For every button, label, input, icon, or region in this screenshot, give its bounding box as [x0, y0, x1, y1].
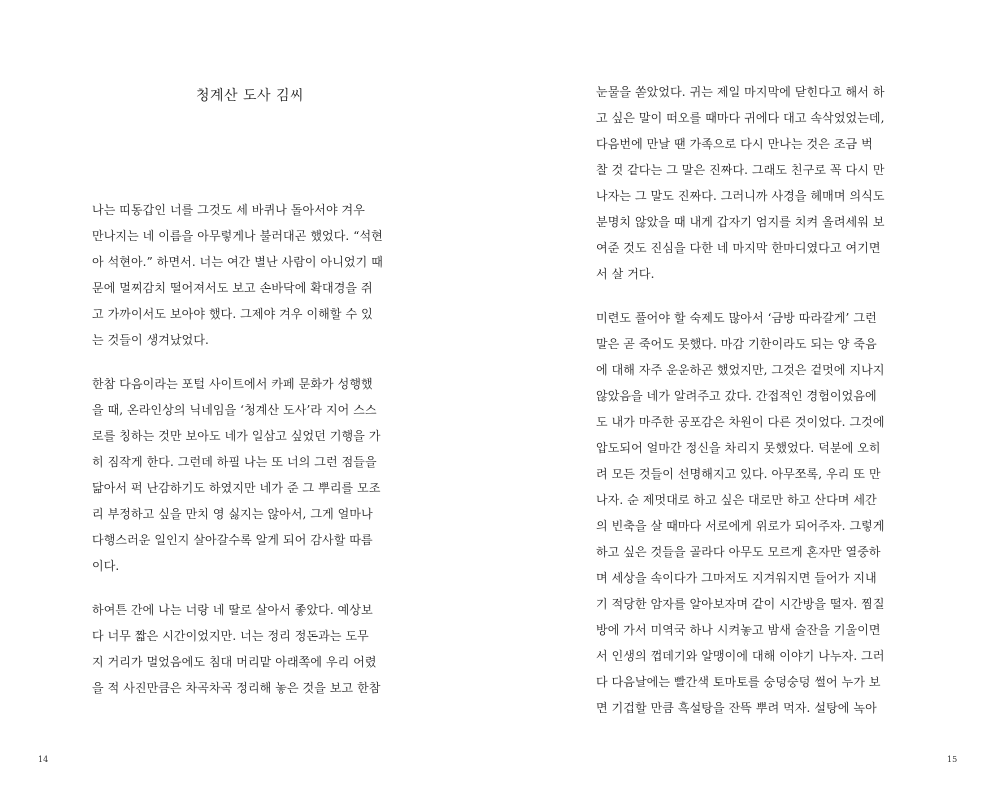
text-line: 문에 멀찌감치 떨어져서도 보고 손바닥에 확대경을 쥐 [92, 281, 373, 295]
text-line: 리 부정하고 싶을 만치 영 싫지는 않아서, 그게 얼마나 [92, 507, 373, 521]
text-line: 다행스러운 일인지 살아갈수록 알게 되어 감사할 따름 [92, 533, 373, 547]
right-paragraph-1 [596, 79, 908, 287]
right-paragraph-2 [596, 305, 908, 721]
text-line: 말은 곧 죽어도 못했다. 마감 기한이라도 되는 양 죽음 [596, 337, 877, 351]
text-line: 다음번에 만날 땐 가족으로 다시 만나는 것은 조금 벅 [596, 137, 873, 151]
chapter-title: 청계산 도사 김씨 [195, 88, 305, 104]
text-line: 하고 싶은 것들을 골라다 아무도 모르게 혼자만 열중하 [596, 545, 881, 559]
text-line: 여준 것도 진심을 다한 네 마지막 한마디였다고 여기면 [596, 241, 881, 255]
text-line: 고 가까이서도 보아야 했다. 그제야 겨우 이해할 수 있 [92, 307, 373, 321]
text-line: 려 모든 것들이 선명해지고 있다. 아무쪼록, 우리 또 만 [596, 467, 881, 481]
text-line: 다 다음날에는 빨간색 토마토를 숭덩숭덩 썰어 누가 보 [596, 675, 881, 689]
text-line: 압도되어 얼마간 정신을 차리지 못했었다. 덕분에 오히 [596, 441, 881, 455]
text-line: 에 대해 자주 운운하곤 했었지만, 그것은 겉멋에 지나지 [596, 363, 885, 377]
text-line: 미련도 풀어야 할 숙제도 많아서 ‘금방 따라갈게’ 그런 [596, 311, 877, 325]
text-line: 히 짐작게 한다. 그런데 하필 나는 또 너의 그런 점들을 [92, 455, 377, 469]
left-paragraph-1 [92, 197, 418, 353]
text-line: 서 인생의 껍데기와 알맹이에 대해 이야기 나누자. 그러 [596, 649, 885, 663]
text-line: 는 것들이 생겨났었다. [92, 333, 209, 347]
text-line: 만나지는 네 이름을 아무렇게나 불러대곤 했었다. “석현 [92, 229, 383, 243]
left-paragraph-3 [92, 597, 418, 701]
text-line: 면 기겁할 만큼 흑설탕을 잔뜩 뿌려 먹자. 설탕에 녹아 [596, 701, 877, 715]
text-line: 나자는 그 말도 진짜다. 그러니까 사경을 헤매며 의식도 [596, 189, 885, 203]
page-number-right: 15 [947, 755, 958, 764]
text-line: 닮아서 퍽 난감하기도 하였지만 네가 준 그 뿌리를 모조 [92, 481, 381, 495]
text-line: 이다. [92, 559, 120, 573]
page-number-left: 14 [38, 755, 49, 764]
text-line: 을 적 사진만큼은 차곡차곡 정리해 놓은 것을 보고 한참 [92, 681, 381, 695]
text-line: 않았음을 네가 알려주고 갔다. 간접적인 경험이었음에 [596, 389, 877, 403]
text-line: 기 적당한 암자를 알아보자며 같이 시간방을 떨자. 찜질 [596, 597, 885, 611]
text-line: 며 세상을 속이다가 그마저도 지겨워지면 들어가 지내 [596, 571, 877, 585]
text-line: 나는 띠동갑인 너를 그것도 세 바퀴나 돌아서야 겨우 [92, 203, 365, 217]
text-line: 로를 칭하는 것만 보아도 네가 일삼고 싶었던 기행을 가 [92, 429, 381, 443]
text-line: 도 내가 마주한 공포감은 차원이 다른 것이었다. 그것에 [596, 415, 885, 429]
text-line: 나자. 순 제멋대로 하고 싶은 대로만 하고 산다며 세간 [596, 493, 877, 507]
text-line: 찰 것 같다는 그 말은 진짜다. 그래도 친구로 꼭 다시 만 [596, 163, 885, 177]
text-line: 하여튼 간에 나는 너랑 네 딸로 살아서 좋았다. 예상보 [92, 603, 373, 617]
text-line: 분명치 않았을 때 내게 갑자기 엄지를 치켜 올려세워 보 [596, 215, 885, 229]
text-line: 아 석현아.” 하면서. 너는 여간 별난 사람이 아니었기 때 [92, 255, 383, 269]
text-line: 한참 다음이라는 포털 사이트에서 카페 문화가 성행했 [92, 377, 373, 391]
text-line: 서 살 거다. [596, 267, 655, 281]
text-line: 방에 가서 미역국 하나 시켜놓고 밤새 술잔을 기울이면 [596, 623, 881, 637]
text-line: 고 싶은 말이 떠오를 때마다 귀에다 대고 속삭었었는데, [596, 111, 885, 125]
text-line: 다 너무 짧은 시간이었지만. 너는 정리 정돈과는 도무 [92, 629, 369, 643]
text-line: 지 거리가 멀었음에도 침대 머리맡 아래쪽에 우리 어렸 [92, 655, 377, 669]
text-line: 을 때, 온라인상의 닉네임을 ‘청계산 도사’라 지어 스스 [92, 403, 377, 417]
right-page [500, 0, 1000, 800]
text-line: 눈물을 쏟았었다. 귀는 제일 마지막에 닫힌다고 해서 하 [596, 85, 885, 99]
left-paragraph-2 [92, 371, 418, 579]
text-line: 의 빈축을 살 때마다 서로에게 위로가 되어주자. 그렇게 [596, 519, 885, 533]
